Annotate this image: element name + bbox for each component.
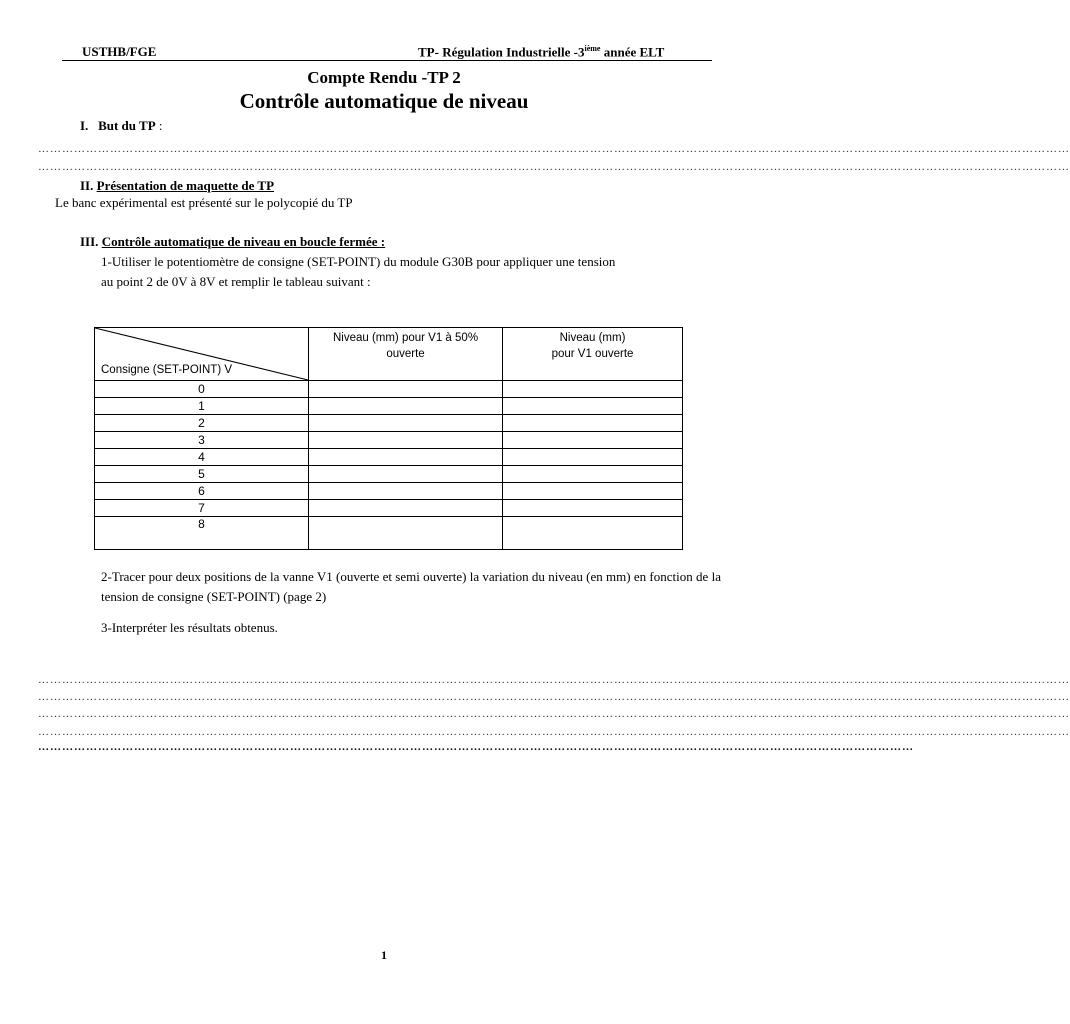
table-row: [95, 449, 683, 466]
instruction-2: 2-Tracer pour deux positions de la vanne V1 (ouverte et semi ouverte) la variation du niveau (en mm) en fonction de la tension de consigne (SET-POINT) (page 2): [101, 569, 721, 604]
section-1-colon: :: [155, 118, 163, 133]
level-half-open-cell[interactable]: [309, 415, 503, 432]
table-header-half-open-l2: ouverte: [386, 348, 425, 360]
section-2-heading: [80, 178, 274, 194]
table-header-half-open: [309, 328, 503, 381]
section-1-num: I.: [80, 118, 89, 133]
level-half-open-cell[interactable]: [309, 466, 503, 483]
answer-line-bold[interactable]: …………………………………………………………………………………………………………………………………………………………………………………………………: [38, 741, 914, 753]
level-open-cell[interactable]: [503, 398, 683, 415]
answer-line[interactable]: ……………………………………………………………………………………………………………………………………………………………………………………………………………………………………: [38, 726, 1070, 738]
table-header-half-open-l1: Niveau (mm) pour V1 à 50%: [332, 332, 479, 344]
level-half-open-cell[interactable]: [309, 449, 503, 466]
table-row: [95, 466, 683, 483]
table-row: [95, 398, 683, 415]
header-right-sup: ième: [584, 44, 601, 53]
level-open-cell[interactable]: [503, 517, 683, 550]
table-row: [95, 415, 683, 432]
section-2-label: Présentation de maquette de TP: [96, 178, 275, 193]
setpoint-cell: 4: [95, 449, 309, 466]
section-1-heading: [80, 118, 163, 134]
level-open-cell[interactable]: [503, 466, 683, 483]
setpoint-cell: 1: [95, 398, 309, 415]
table-row: [95, 500, 683, 517]
section-3-label: Contrôle automatique de niveau en boucle fermée :: [101, 234, 386, 249]
setpoint-cell: 0: [95, 381, 309, 398]
table-row: [95, 517, 683, 550]
level-half-open-cell[interactable]: [309, 517, 503, 550]
measurement-table: [94, 327, 683, 550]
answer-line[interactable]: ……………………………………………………………………………………………………………………………………………………………………………………………………………………………………: [38, 143, 1070, 155]
doc-subtitle: Contrôle automatique de niveau: [239, 89, 529, 113]
header-rule: [62, 60, 712, 61]
level-open-cell[interactable]: [503, 415, 683, 432]
answer-line[interactable]: ……………………………………………………………………………………………………………………………………………………………………………………………………………………………………: [38, 161, 1070, 173]
header-right: [418, 44, 664, 60]
table-header-diagonal-cell: [95, 328, 309, 381]
setpoint-cell: 3: [95, 432, 309, 449]
level-open-cell[interactable]: [503, 483, 683, 500]
level-half-open-cell[interactable]: [309, 398, 503, 415]
section-3-heading: [80, 234, 385, 250]
setpoint-cell: 5: [95, 466, 309, 483]
setpoint-cell: 6: [95, 483, 309, 500]
level-half-open-cell[interactable]: [309, 432, 503, 449]
table-header-open-l1: Niveau (mm): [559, 332, 626, 344]
level-open-cell[interactable]: [503, 381, 683, 398]
table-header-open-l2: pour V1 ouverte: [551, 348, 634, 360]
section-2-text: Le banc expérimental est présenté sur le polycopié du TP: [55, 195, 353, 210]
level-open-cell[interactable]: [503, 432, 683, 449]
level-half-open-cell[interactable]: [309, 500, 503, 517]
level-half-open-cell[interactable]: [309, 483, 503, 500]
doc-title: Compte Rendu -TP 2: [307, 68, 461, 87]
setpoint-cell: 7: [95, 500, 309, 517]
answer-line[interactable]: ……………………………………………………………………………………………………………………………………………………………………………………………………………………………………: [38, 691, 1070, 703]
section-1-label: But du TP: [98, 118, 156, 133]
header-left: USTHB/FGE: [82, 44, 157, 59]
header-right-prefix: TP- Régulation Industrielle -3: [418, 44, 585, 60]
instruction-3: 3-Interpréter les résultats obtenus.: [101, 620, 278, 635]
level-open-cell[interactable]: [503, 500, 683, 517]
page-number: 1: [381, 948, 387, 962]
answer-line[interactable]: ……………………………………………………………………………………………………………………………………………………………………………………………………………………………………: [38, 708, 1070, 720]
answer-line[interactable]: ……………………………………………………………………………………………………………………………………………………………………………………………………………………………………: [38, 674, 1070, 686]
table-row: [95, 432, 683, 449]
table-row: [95, 483, 683, 500]
table-header-row: [95, 328, 683, 381]
section-3-num: III.: [80, 234, 99, 249]
setpoint-cell: 8: [95, 517, 309, 550]
table-header-open: [503, 328, 683, 381]
level-half-open-cell[interactable]: [309, 381, 503, 398]
instruction-1-line-2: au point 2 de 0V à 8V et remplir le tableau suivant :: [101, 274, 371, 289]
table-row: [95, 381, 683, 398]
header-right-suffix: année ELT: [600, 44, 665, 60]
section-2-num: II.: [80, 178, 94, 193]
level-open-cell[interactable]: [503, 449, 683, 466]
setpoint-cell: 2: [95, 415, 309, 432]
table-header-setpoint: Consigne (SET-POINT) V: [101, 364, 233, 376]
instruction-1-line-1: 1-Utiliser le potentiomètre de consigne (SET-POINT) du module G30B pour appliquer une tension: [101, 254, 616, 269]
